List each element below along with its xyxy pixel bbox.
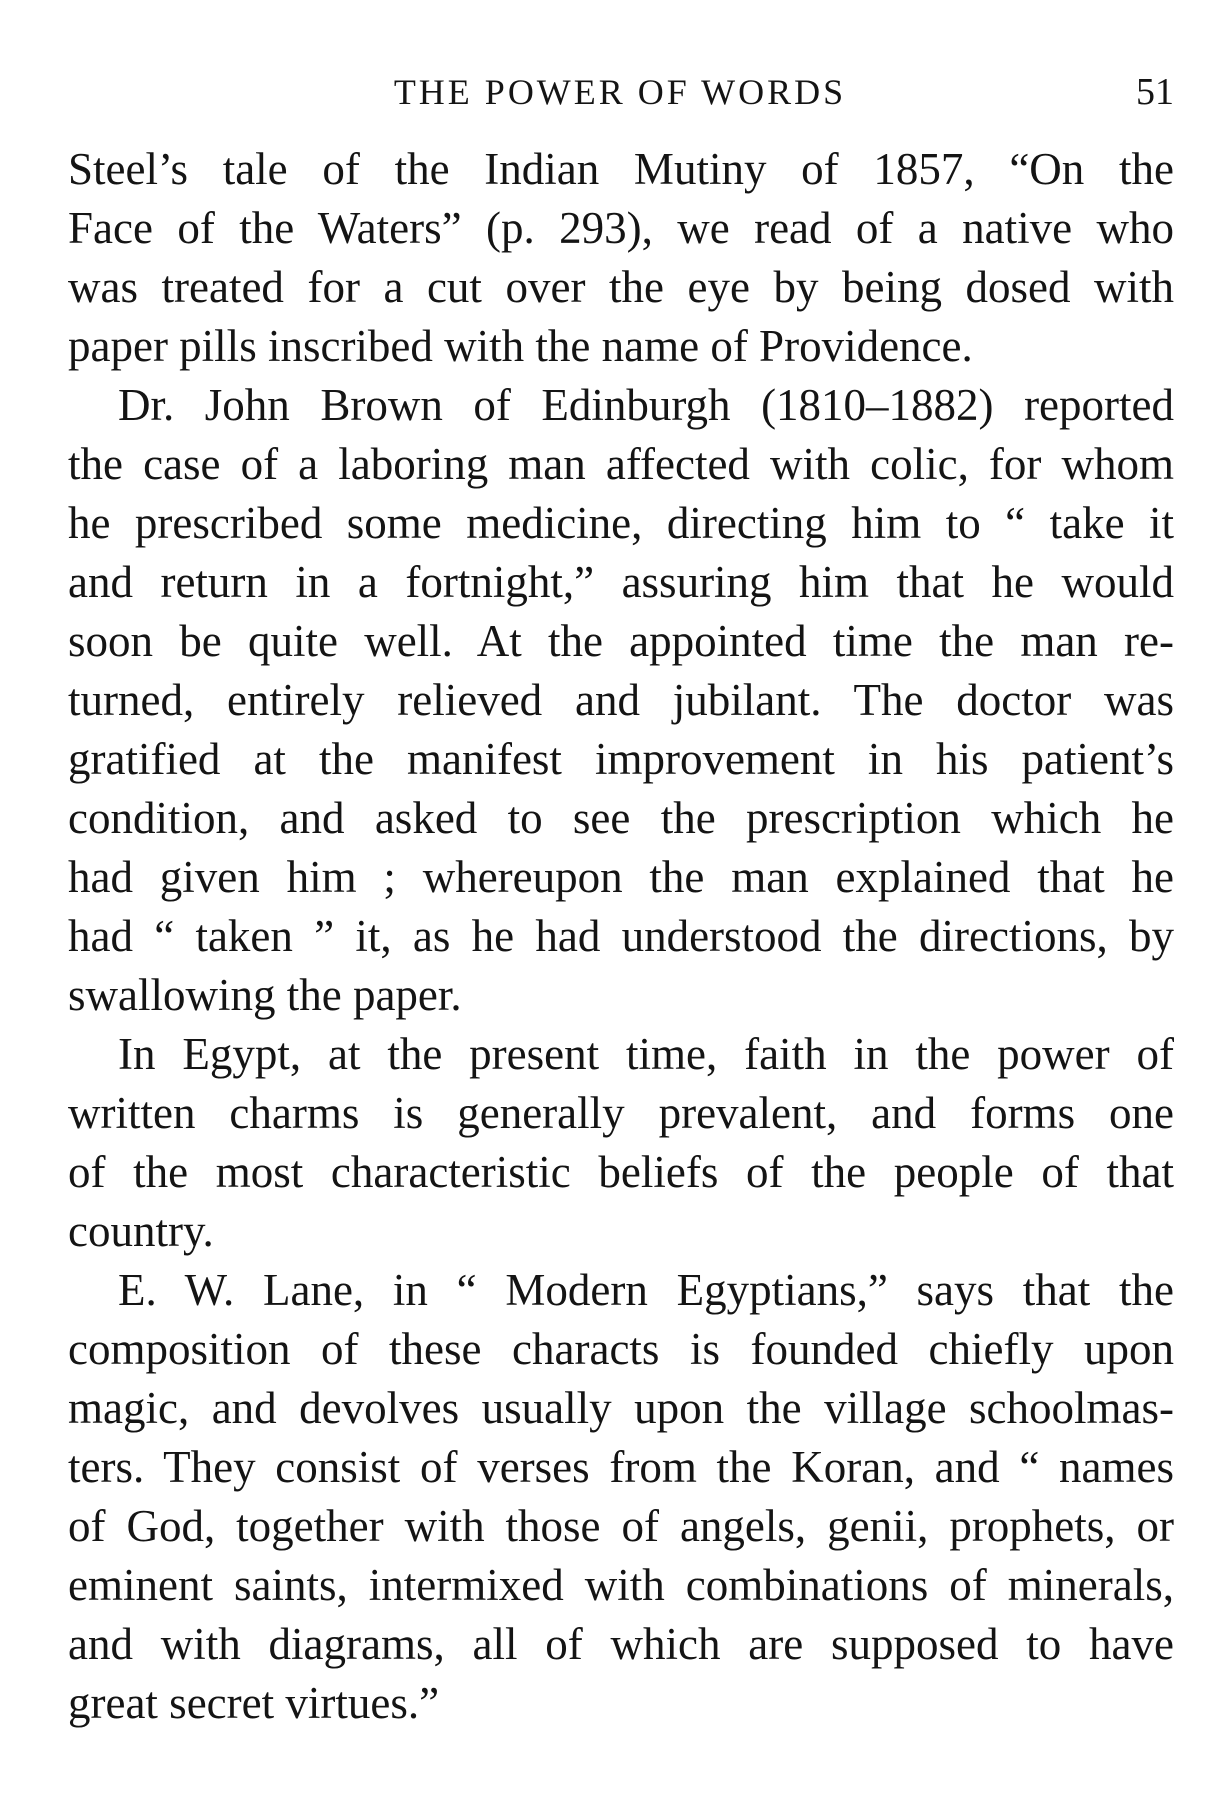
text-line: the case of a laboring man affected with colic, for whom [68, 439, 1174, 489]
text-line: and with diagrams, all of which are supposed to have [68, 1619, 1174, 1669]
text-line: of God, together with those of angels, genii, prophets, or [68, 1501, 1174, 1551]
text-line: had “ taken ” it, as he had understood the directions, by [68, 911, 1174, 961]
text-line: E. W. Lane, in “ Modern Egyptians,” says that the [118, 1265, 1174, 1315]
page-number: 51 [1136, 71, 1174, 113]
running-head [66, 66, 1174, 118]
text-line: he prescribed some medicine, directing him to “ take it [68, 498, 1174, 548]
text-line: and return in a fortnight,” assuring him that he would [68, 557, 1174, 607]
text-line: swallowing the paper. [68, 970, 462, 1020]
running-title: THE POWER OF WORDS [393, 72, 847, 112]
text-line: composition of these characts is founded chiefly upon [68, 1324, 1174, 1374]
text-line: of the most characteristic beliefs of the people of that [68, 1147, 1174, 1197]
text-line: turned, entirely relieved and jubilant. The doctor was [68, 675, 1174, 725]
text-line: Dr. John Brown of Edinburgh (1810–1882) reported [118, 380, 1174, 430]
text-line: written charms is generally prevalent, and forms one [68, 1088, 1174, 1138]
text-line: soon be quite well. At the appointed time the man re- [68, 616, 1174, 666]
text-line: ters. They consist of verses from the Koran, and “ names [68, 1442, 1174, 1492]
text-line: condition, and asked to see the prescription which he [68, 793, 1174, 843]
text-line: magic, and devolves usually upon the village schoolmas- [68, 1383, 1174, 1433]
text-line: great secret virtues.” [68, 1678, 440, 1728]
text-line: country. [68, 1206, 214, 1256]
text-line: was treated for a cut over the eye by being dosed with [68, 262, 1174, 312]
text-line: eminent saints, intermixed with combinations of minerals, [68, 1560, 1174, 1610]
text-line: paper pills inscribed with the name of Providence. [68, 321, 973, 371]
body-text [68, 140, 1174, 1733]
text-line: Face of the Waters” (p. 293), we read of a native who [68, 203, 1174, 253]
text-line: In Egypt, at the present time, faith in the power of [118, 1029, 1174, 1079]
text-line: gratified at the manifest improvement in his patient’s [68, 734, 1174, 784]
text-line: had given him ; whereupon the man explained that he [68, 852, 1174, 902]
text-line: Steel’s tale of the Indian Mutiny of 1857, “On the [68, 144, 1174, 194]
